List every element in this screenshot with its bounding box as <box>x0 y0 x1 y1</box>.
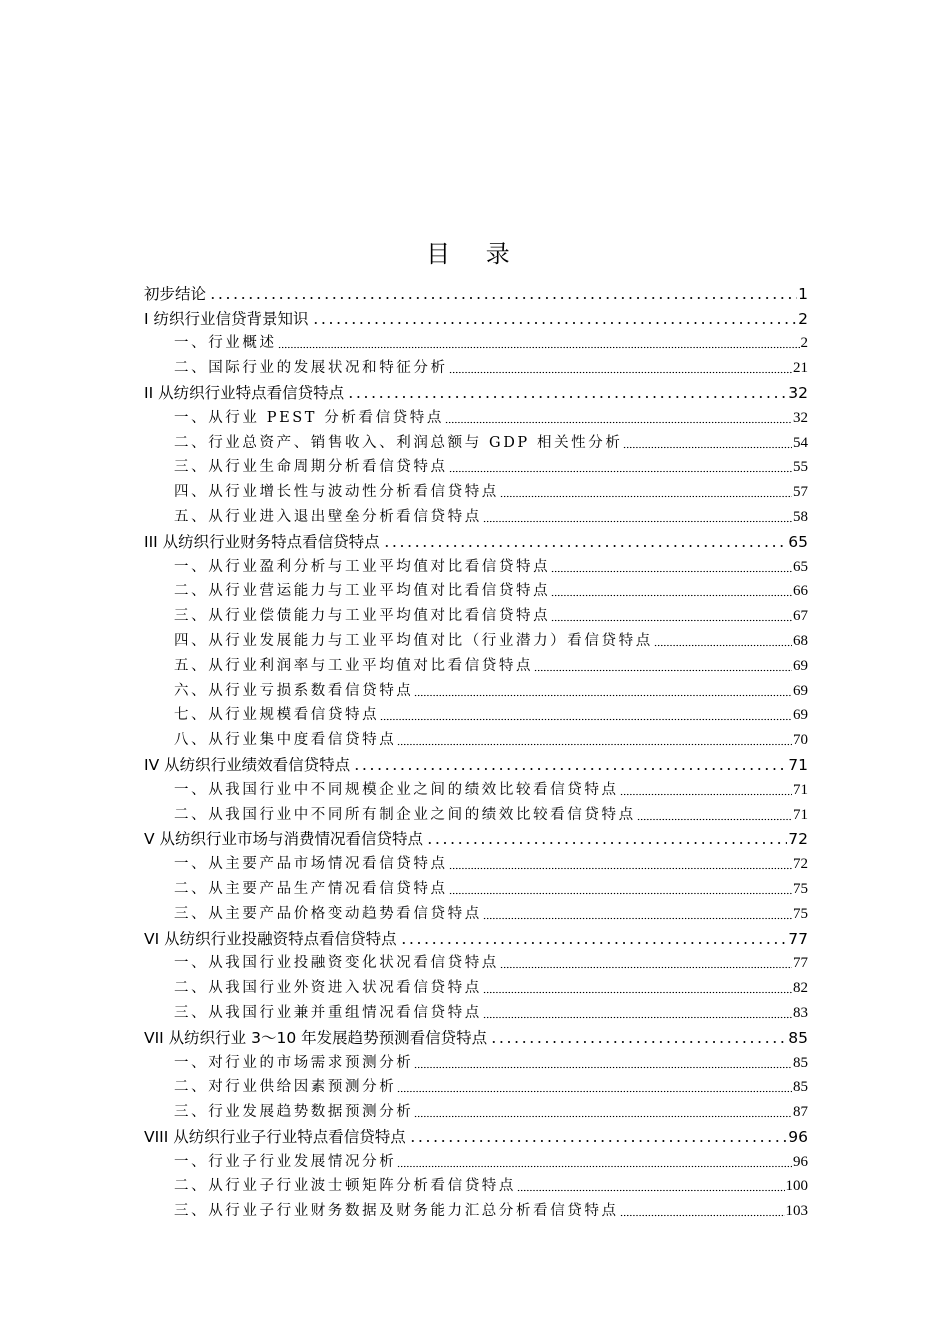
dot-leader <box>310 321 798 325</box>
toc-page-number: 71 <box>793 781 808 798</box>
toc-section-entry[interactable] <box>144 677 808 702</box>
toc-page-number: 69 <box>793 682 808 699</box>
page-title: 目 录 <box>426 240 524 268</box>
toc-entry-label: I 纺织行业信贷背景知识 <box>144 309 309 328</box>
dot-leader <box>380 718 792 721</box>
toc-section-entry[interactable] <box>144 1197 808 1222</box>
toc-chapter-entry[interactable] <box>144 280 808 305</box>
toc-section-entry[interactable] <box>144 900 808 925</box>
toc-page-number: 65 <box>788 532 808 551</box>
toc-entry-label: 一、从行业盈利分析与工业平均值对比看信贷特点 <box>174 558 551 575</box>
toc-entry-label: 三、从行业偿债能力与工业平均值对比看信贷特点 <box>174 608 551 625</box>
toc-page-number: 72 <box>793 856 808 873</box>
dot-leader <box>449 371 792 374</box>
toc-entry-label: 七、从行业规模看信贷特点 <box>174 707 380 724</box>
toc-page-number: 68 <box>793 632 808 649</box>
dot-leader <box>551 594 792 597</box>
toc-chapter-entry[interactable] <box>144 1123 808 1148</box>
toc-page-number: 21 <box>793 360 808 377</box>
toc-entry-label: 四、从行业增长性与波动性分析看信贷特点 <box>174 484 499 501</box>
dot-leader <box>351 767 787 771</box>
toc-entry-label: 二、对行业供给因素预测分析 <box>174 1079 397 1096</box>
toc-page-number: 100 <box>785 1178 808 1195</box>
toc-entry-label: 三、行业发展趋势数据预测分析 <box>174 1104 414 1121</box>
toc-entry-label: 一、行业概述 <box>174 335 277 352</box>
toc-entry-label: 二、行业总资产、销售收入、利润总额与 GDP 相关性分析 <box>174 434 623 451</box>
toc-entry-label: 一、从行业 PEST 分析看信贷特点 <box>174 409 444 426</box>
toc-page-number: 2 <box>800 335 808 352</box>
toc-entry-label: 二、从行业营运能力与工业平均值对比看信贷特点 <box>174 583 551 600</box>
dot-leader <box>398 941 788 945</box>
toc-entry-label: 三、从行业生命周期分析看信贷特点 <box>174 459 448 476</box>
toc-entry-label: 五、从行业利润率与工业平均值对比看信贷特点 <box>174 657 534 674</box>
dot-leader <box>414 1115 792 1118</box>
toc-page-number: 70 <box>793 732 808 749</box>
dot-leader <box>488 1040 787 1044</box>
toc-page-number: 77 <box>793 955 808 972</box>
toc-page-number: 96 <box>793 1153 808 1170</box>
dot-leader <box>483 991 792 994</box>
toc-section-entry[interactable] <box>144 330 808 355</box>
toc-section-entry[interactable] <box>144 1098 808 1123</box>
dot-leader <box>517 1189 785 1192</box>
toc-page-number: 83 <box>793 1004 808 1021</box>
toc-entry-label: II 从纺织行业特点看信贷特点 <box>144 383 345 402</box>
toc-chapter-entry[interactable] <box>144 305 808 330</box>
toc-section-entry[interactable] <box>144 999 808 1024</box>
toc-section-entry[interactable] <box>144 702 808 727</box>
toc-page-number: 77 <box>788 929 808 948</box>
toc-page-number: 75 <box>793 880 808 897</box>
dot-leader <box>449 470 792 473</box>
toc-entry-label: 二、国际行业的发展状况和特征分析 <box>174 360 448 377</box>
toc-page-number: 85 <box>793 1054 808 1071</box>
dot-leader <box>534 669 792 672</box>
toc-page-number: 69 <box>793 707 808 724</box>
toc-entry-label: 一、从我国行业中不同规模企业之间的绩效比较看信贷特点 <box>174 781 619 798</box>
toc-page-number: 1 <box>798 284 808 303</box>
toc-section-entry[interactable] <box>144 776 808 801</box>
dot-leader <box>483 520 792 523</box>
toc-section-entry[interactable] <box>144 1049 808 1074</box>
toc-section-entry[interactable] <box>144 478 808 503</box>
toc-page-number: 55 <box>793 459 808 476</box>
dot-leader <box>414 1066 792 1069</box>
toc-entry-label: 二、从我国行业中不同所有制企业之间的绩效比较看信贷特点 <box>174 806 636 823</box>
dot-leader <box>500 966 792 969</box>
dot-leader <box>414 694 792 697</box>
dot-leader <box>483 1016 792 1019</box>
toc-section-entry[interactable] <box>144 974 808 999</box>
toc-page-number: 66 <box>793 583 808 600</box>
toc-section-entry[interactable] <box>144 454 808 479</box>
toc-section-entry[interactable] <box>144 354 808 379</box>
dot-leader <box>381 544 788 548</box>
toc-entry-label: 二、从行业子行业波士顿矩阵分析看信贷特点 <box>174 1178 516 1195</box>
toc-entry-label: 八、从行业集中度看信贷特点 <box>174 732 397 749</box>
dot-leader <box>207 296 797 300</box>
toc-section-entry[interactable] <box>144 950 808 975</box>
dot-leader <box>551 619 792 622</box>
toc-chapter-entry[interactable] <box>144 925 808 950</box>
toc-page-number: 103 <box>785 1203 808 1220</box>
toc-entry-label: 一、从主要产品市场情况看信贷特点 <box>174 856 448 873</box>
dot-leader <box>620 1214 785 1217</box>
dot-leader <box>551 570 792 573</box>
toc-page-number: 32 <box>788 383 808 402</box>
toc-page-number: 57 <box>793 484 808 501</box>
toc-page-number: 2 <box>798 309 808 328</box>
toc-entry-label: 一、从我国行业投融资变化状况看信贷特点 <box>174 955 499 972</box>
toc-entry-label: VI 从纺织行业投融资特点看信贷特点 <box>144 929 397 948</box>
toc-page-number: 69 <box>793 657 808 674</box>
toc-entry-label: 四、从行业发展能力与工业平均值对比（行业潜力）看信贷特点 <box>174 632 653 649</box>
table-of-contents <box>144 280 808 1222</box>
toc-entry-label: VII 从纺织行业 3～10 年发展趋势预测看信贷特点 <box>144 1028 488 1047</box>
dot-leader <box>397 1090 792 1093</box>
toc-section-entry[interactable] <box>144 875 808 900</box>
toc-page-number: 85 <box>788 1028 808 1047</box>
toc-chapter-entry[interactable] <box>144 751 808 776</box>
toc-section-entry[interactable] <box>144 602 808 627</box>
toc-page-number: 72 <box>788 830 808 849</box>
toc-section-entry[interactable] <box>144 1173 808 1198</box>
toc-chapter-entry[interactable] <box>144 379 808 404</box>
dot-leader <box>345 395 787 399</box>
toc-page-number: 96 <box>788 1127 808 1146</box>
toc-page-number: 85 <box>793 1079 808 1096</box>
toc-chapter-entry[interactable] <box>144 528 808 553</box>
toc-page-number: 65 <box>793 558 808 575</box>
toc-page-number: 58 <box>793 508 808 525</box>
toc-page-number: 32 <box>793 409 808 426</box>
toc-section-entry[interactable] <box>144 578 808 603</box>
toc-section-entry[interactable] <box>144 503 808 528</box>
toc-page-number: 71 <box>793 806 808 823</box>
toc-page-number: 67 <box>793 608 808 625</box>
toc-section-entry[interactable] <box>144 404 808 429</box>
toc-entry-label: V 从纺织行业市场与消费情况看信贷特点 <box>144 830 424 849</box>
toc-page-number: 82 <box>793 980 808 997</box>
toc-section-entry[interactable] <box>144 850 808 875</box>
toc-entry-label: III 从纺织行业财务特点看信贷特点 <box>144 532 380 551</box>
toc-chapter-entry[interactable] <box>144 826 808 851</box>
toc-entry-label: VIII 从纺织行业子行业特点看信贷特点 <box>144 1127 406 1146</box>
dot-leader <box>424 841 787 845</box>
toc-page-number: 75 <box>793 905 808 922</box>
toc-entry-label: 三、从主要产品价格变动趋势看信贷特点 <box>174 905 482 922</box>
toc-entry-label: 三、从我国行业兼并重组情况看信贷特点 <box>174 1004 482 1021</box>
dot-leader <box>449 867 792 870</box>
dot-leader <box>623 446 792 449</box>
toc-section-entry[interactable] <box>144 429 808 454</box>
toc-section-entry[interactable] <box>144 726 808 751</box>
toc-entry-label: 一、对行业的市场需求预测分析 <box>174 1054 414 1071</box>
toc-page-number: 54 <box>793 434 808 451</box>
toc-entry-label: 初步结论 <box>144 284 207 303</box>
dot-leader <box>637 818 792 821</box>
toc-section-entry[interactable] <box>144 627 808 652</box>
dot-leader <box>449 892 792 895</box>
toc-entry-label: IV 从纺织行业绩效看信贷特点 <box>144 755 351 774</box>
dot-leader <box>397 1165 792 1168</box>
toc-entry-label: 一、行业子行业发展情况分析 <box>174 1153 397 1170</box>
toc-entry-label: 三、从行业子行业财务数据及财务能力汇总分析看信贷特点 <box>174 1203 619 1220</box>
toc-section-entry[interactable] <box>144 1074 808 1099</box>
dot-leader <box>483 917 792 920</box>
dot-leader <box>445 421 792 424</box>
dot-leader <box>654 644 792 647</box>
dot-leader <box>278 346 800 349</box>
toc-section-entry[interactable] <box>144 1148 808 1173</box>
toc-entry-label: 二、从我国行业外资进入状况看信贷特点 <box>174 980 482 997</box>
toc-section-entry[interactable] <box>144 553 808 578</box>
toc-section-entry[interactable] <box>144 652 808 677</box>
dot-leader <box>620 793 792 796</box>
toc-page-number: 87 <box>793 1104 808 1121</box>
toc-entry-label: 六、从行业亏损系数看信贷特点 <box>174 682 414 699</box>
toc-entry-label: 二、从主要产品生产情况看信贷特点 <box>174 880 448 897</box>
dot-leader <box>500 495 792 498</box>
toc-page-number: 71 <box>788 755 808 774</box>
dot-leader <box>407 1139 788 1143</box>
toc-chapter-entry[interactable] <box>144 1024 808 1049</box>
toc-section-entry[interactable] <box>144 801 808 826</box>
toc-entry-label: 五、从行业进入退出壁垒分析看信贷特点 <box>174 508 482 525</box>
dot-leader <box>397 743 792 746</box>
